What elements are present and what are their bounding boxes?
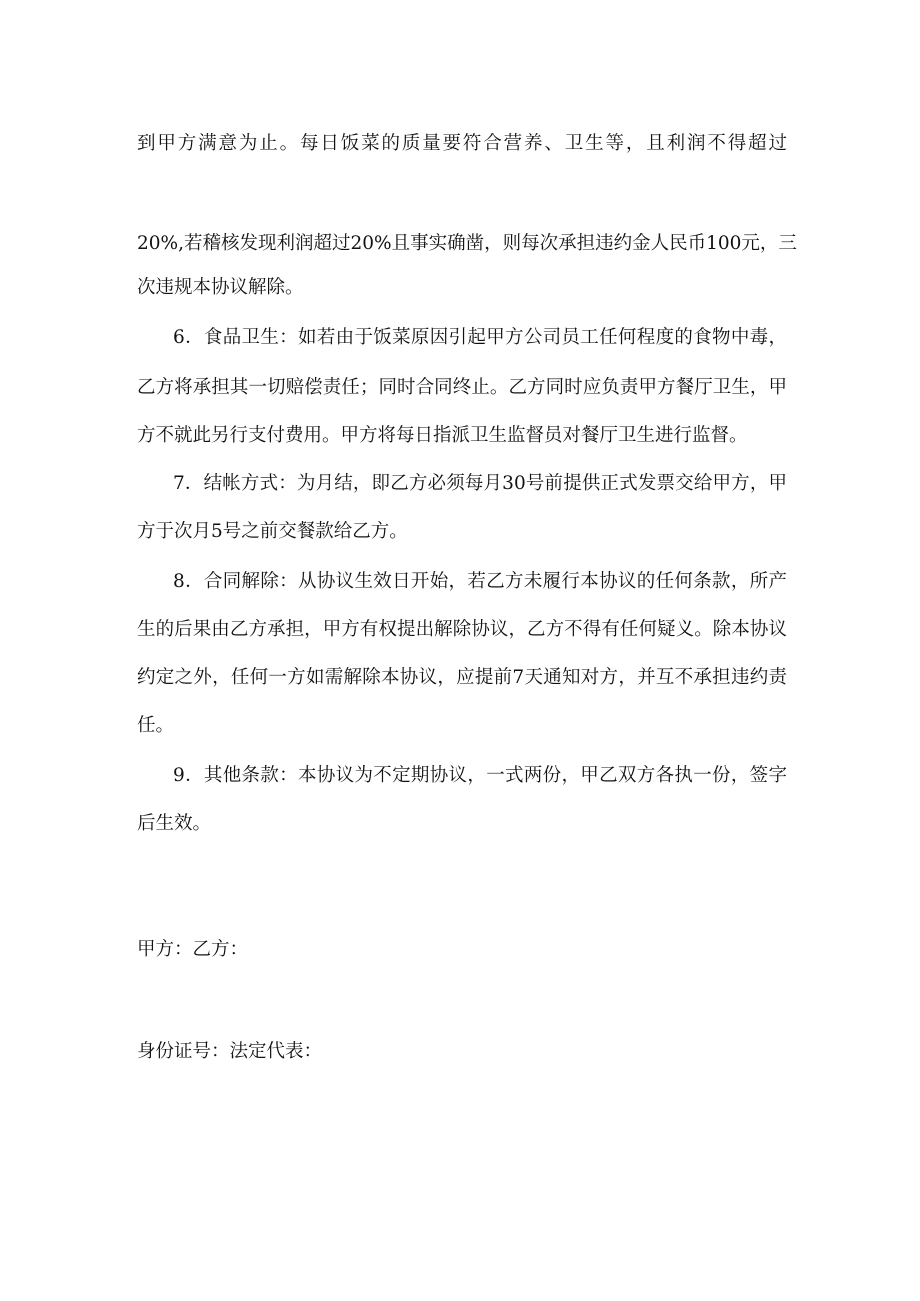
clause-6-line-2: 乙方将承担其一切赔偿责任；同时合同终止。乙方同时应负责甲方餐厅卫生，甲 xyxy=(137,377,787,398)
clause-6-line-1: 6．食品卫生：如若由于饭菜原因引起甲方公司员工任何程度的食物中毒， xyxy=(173,327,787,348)
text-line-3: 次违规本协议解除。 xyxy=(137,277,304,298)
clause-8-line-3: 约定之外，任何一方如需解除本协议，应提前7天通知对方，并互不承担违约责 xyxy=(137,667,787,688)
clause-8-line-1: 8．合同解除：从协议生效日开始，若乙方未履行本协议的任何条款，所产 xyxy=(173,571,787,592)
clause-9-line-1: 9．其他条款：本协议为不定期协议，一式两份，甲乙双方各执一份，签字 xyxy=(173,765,787,786)
clause-6-line-3: 方不就此另行支付费用。甲方将每日指派卫生监督员对餐厅卫生进行监督。 xyxy=(137,425,748,446)
text-line-1: 到甲方满意为止。每日饭菜的质量要符合营养、卫生等，且利润不得超过 xyxy=(137,133,787,154)
clause-7-line-1: 7．结帐方式：为月结，即乙方必须每月30号前提供正式发票交给甲方，甲 xyxy=(173,473,787,494)
signature-parties: 甲方：乙方： xyxy=(137,939,249,960)
clause-7-line-2: 方于次月5号之前交餐款给乙方。 xyxy=(137,521,408,542)
text-line-2: 20%,若稽核发现利润超过20%且事实确凿，则每次承担违约金人民币100元，三 xyxy=(137,233,797,254)
clause-8-line-2: 生的后果由乙方承担，甲方有权提出解除协议，乙方不得有任何疑义。除本协议 xyxy=(137,619,787,640)
clause-8-line-4: 任。 xyxy=(137,715,175,736)
clause-9-line-2: 后生效。 xyxy=(137,813,212,834)
signature-id-line: 身份证号：法定代表： xyxy=(137,1041,323,1062)
